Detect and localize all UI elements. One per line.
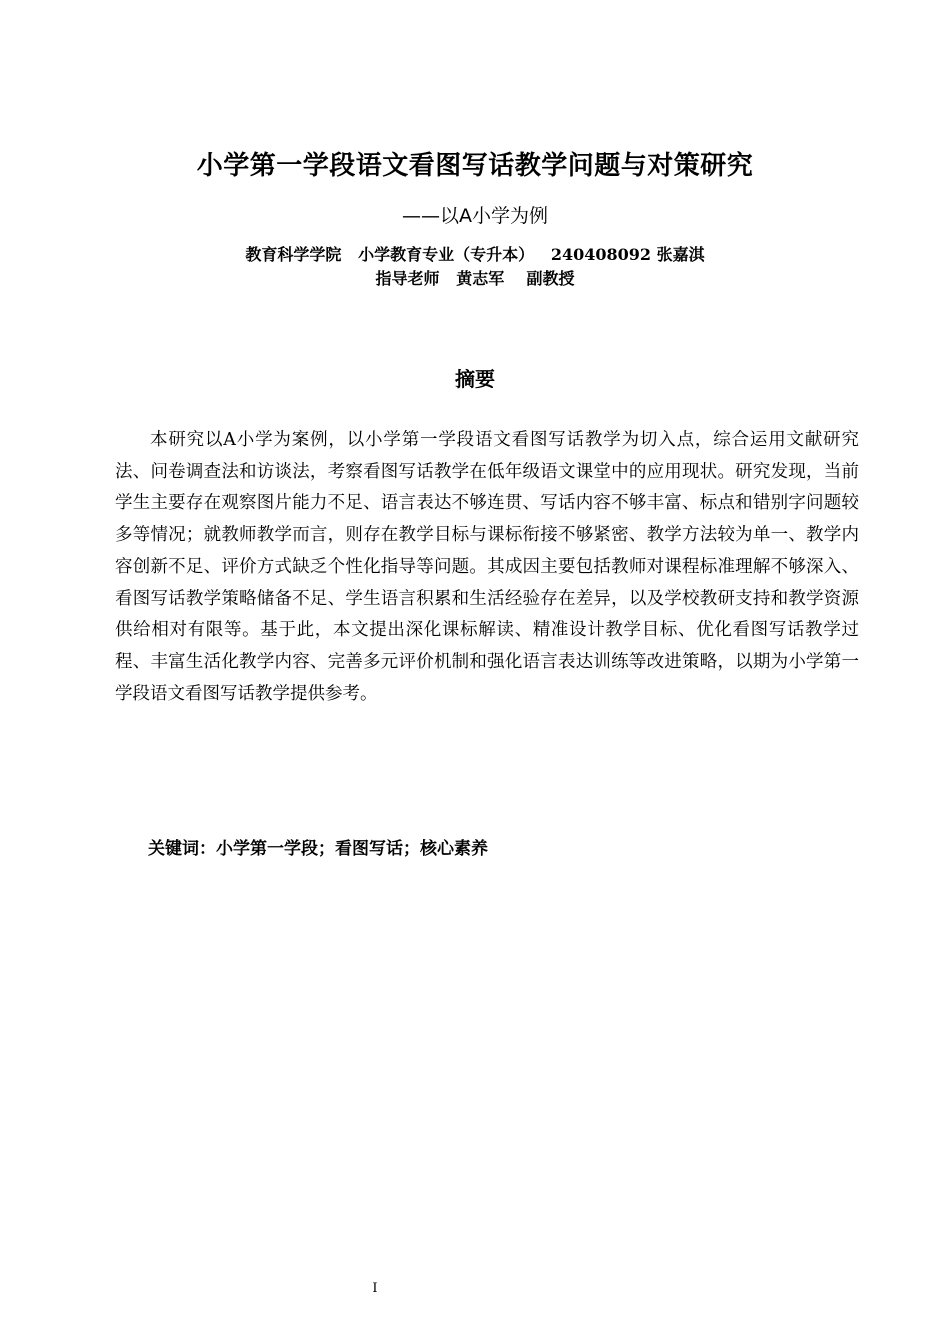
advisor-info: 指导老师 黄志军 副教授 [375,269,575,288]
author-info: 教育科学学院 小学教育专业（专升本） 240408092 张嘉淇 [245,245,705,264]
keywords: 关键词：小学第一学段；看图写话；核心素养 [148,839,488,859]
page-number: I [372,1281,378,1296]
paper-title: 小学第一学段语文看图写话教学问题与对策研究 [196,151,754,181]
abstract-heading: 摘要 [455,367,495,391]
abstract-body: 本研究以A小学为案例，以小学第一学段语文看图写话教学为切入点，综合运用文献研究法、问卷调查法和访谈法，考察看图写话教学在低年级语文课堂中的应用现状。研究发现，当前学生主要存在观察图片能力不足、语言表达不够连贯、写话内容不够丰富、标点和错别字问题较多等情况；就教师教学而言，则存在教学目标与课标衔接不够紧密、教学方法较为单一、教学内容创新不足、评价方式缺乏个性化指导等问题。其成因主要包括教师对课程标准理解不够深入、看图写话教学策略储备不足、学生语言积累和生活经验存在差异，以及学校教研支持和教学资源供给相对有限等。基于此，本文提出深化课标解读、精准设计教学目标、优化看图写话教学过程、丰富生活化教学内容、完善多元评价机制和强化语言表达训练等改进策略，以期为小学第一学段语文看图写话教学提供参考。 [115,430,859,704]
paper-subtitle: ——以A小学为例 [402,205,548,227]
